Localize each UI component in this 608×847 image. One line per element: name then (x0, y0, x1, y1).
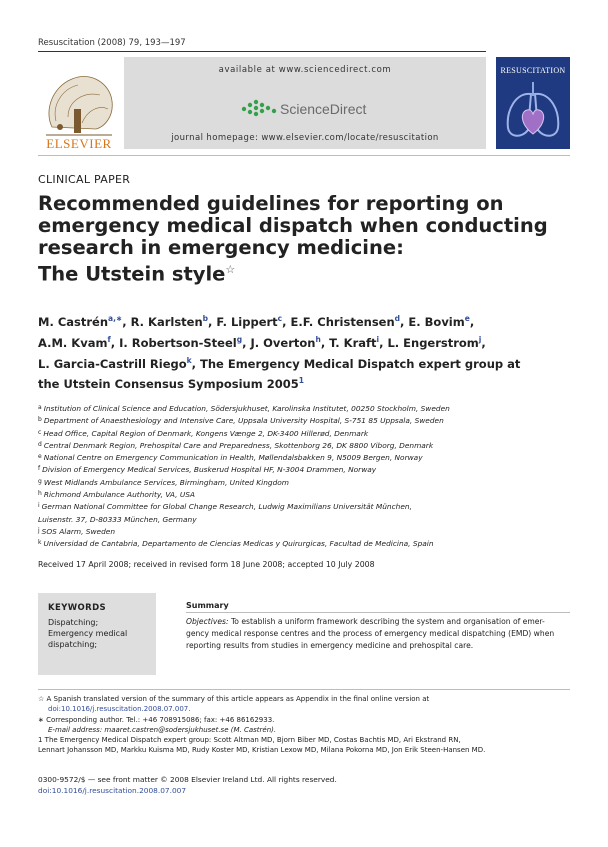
affiliation-text: German National Committee for Global Change Research, Ludwig Maximilians Universität München, (41, 502, 412, 512)
article-category: CLINICAL PAPER (38, 173, 131, 186)
availability-note[interactable]: available at www.sciencedirect.com (218, 65, 392, 75)
affiliation-marker[interactable]: g (236, 334, 243, 344)
footnotes (38, 694, 578, 756)
journal-homepage-link[interactable]: journal homepage: www.elsevier.com/locate/resuscitation (171, 133, 439, 143)
author-line (38, 310, 578, 331)
author-name: , I. Robertson-Steel (110, 335, 237, 350)
affiliation (38, 402, 578, 414)
author-name: L. Garcia-Castrill Riego (38, 356, 187, 371)
lungs-heart-icon (496, 76, 570, 148)
keywords-list (48, 617, 153, 650)
affiliation-text: Head Office, Capital Region of Denmark, Kongens Vænge 2, DK-3400 Hillerød, Denmark (43, 428, 369, 438)
affiliation-text: Universidad de Cantabria, Departamento de Ciencias Medicas y Quirurgicas, Facultad de Medicina, Spain (43, 539, 434, 549)
title-line: research in emergency medicine: (38, 236, 404, 259)
objectives-text: reporting results from studies in emergency medicine and prehospital care. (186, 641, 474, 650)
copyright-block (38, 774, 337, 796)
author-name: , E. Bovim (400, 314, 465, 329)
title-line-last (38, 259, 558, 286)
affiliation-marker[interactable]: i (376, 334, 380, 344)
affiliation (38, 513, 578, 525)
email-line[interactable]: E-mail address: maaret.castren@sodersjukhuset.se (M. Castrén). (48, 725, 277, 734)
affiliation-label: k (38, 539, 42, 547)
affiliation (38, 488, 578, 500)
header-rule (38, 51, 486, 52)
author-line (38, 372, 578, 393)
author-name: , R. Karlsten (122, 314, 203, 329)
keyword: Dispatching; (48, 618, 99, 627)
affiliation (38, 525, 578, 537)
affiliation-text: Central Denmark Region, Prehospital Care and Preparedness, Skottenborg 26, DK 8800 Viborg, Denmark (43, 440, 434, 450)
article-history-dates: Received 17 April 2008; received in revised form 18 June 2008; accepted 10 July 2008 (38, 560, 375, 569)
author-name: , F. Lippert (208, 314, 278, 329)
affiliation (38, 500, 578, 512)
affiliation-marker[interactable]: j (478, 334, 482, 344)
copyright-line: 0300-9572/$ — see front matter © 2008 Elsevier Ireland Ltd. All rights reserved. (38, 775, 337, 784)
title-line: The Utstein style (38, 262, 226, 286)
article-title (38, 193, 558, 286)
affiliation-label: c (38, 428, 42, 436)
author-name: , The Emergency Medical Dispatch expert group at (191, 356, 521, 371)
keyword: dispatching; (48, 640, 98, 649)
affiliation (38, 476, 578, 488)
title-line: emergency medical dispatch when conducting (38, 214, 548, 237)
footnote-line: Lennart Johansson MD, Markku Kuisma MD, Rudy Koster MD, Kristian Lexow MD, Milana Pokorna MD, Jon Erik Steen-Hansen MD. (38, 746, 486, 755)
author-name: , E.F. Christensen (282, 314, 395, 329)
affiliation-marker[interactable]: f (107, 334, 111, 344)
objectives-label: Objectives: (186, 617, 229, 626)
affiliation-label: b (38, 416, 42, 424)
publisher-logo-text: ELSEVIER (46, 136, 112, 151)
objectives-text: To establish a uniform framework describing the system and organisation of emer- (228, 617, 545, 626)
affiliation-text: National Centre on Emergency Communication in Health, Møllendalsbakken 9, N5009 Bergen, Norway (43, 453, 423, 463)
doi-link[interactable]: doi:10.1016/j.resuscitation.2008.07.007 (38, 786, 187, 795)
title-line: Recommended guidelines for reporting on (38, 192, 504, 215)
affiliation-text: Division of Emergency Medical Services, Buskerud Hospital HF, N-3004 Drammen, Norway (42, 465, 377, 475)
affiliation (38, 463, 578, 475)
author-name: A.M. Kvam (38, 335, 108, 350)
affiliation-label: f (38, 465, 41, 473)
author-name: , L. Engerstrom (379, 335, 479, 350)
affiliation-text: SOS Alarm, Sweden (41, 526, 116, 536)
affiliation-list (38, 402, 578, 550)
doi-link[interactable]: doi:10.1016/j.resuscitation.2008.07.007. (48, 705, 191, 714)
footnote-line: 1 The Emergency Medical Dispatch expert group: Scott Altman MD, Bjorn Biber MD, Costas Bachtis MD, Ari Ekstrand RN, (38, 736, 461, 745)
affiliation (38, 439, 578, 451)
affiliation-label: i (38, 502, 40, 510)
title-note-mark[interactable]: ☆ (225, 263, 236, 276)
affiliation (38, 451, 578, 463)
author-name: , (481, 335, 486, 350)
affiliation-marker[interactable]: b (202, 314, 209, 323)
keyword: Emergency medical (48, 629, 128, 638)
affiliation-text: Institution of Clinical Science and Education, Södersjukhuset, Karolinska Institutet, 00250 Stockholm, Sweden (43, 404, 450, 413)
objectives-text: gency medical response centres and the process of emergency medical dispatching (EMD) when (186, 629, 555, 638)
affiliation-marker[interactable]: d (394, 314, 401, 323)
affiliation-label: d (38, 440, 42, 448)
author-list (38, 310, 578, 393)
keywords-heading: KEYWORDS (48, 603, 107, 613)
author-name: , J. Overton (242, 335, 316, 350)
affiliation-text: West Midlands Ambulance Services, Birmingham, United Kingdom (43, 477, 289, 487)
sciencedirect-wordmark: ScienceDirect (280, 101, 367, 117)
summary-objectives (186, 616, 574, 652)
affiliation-marker[interactable]: a,∗ (108, 314, 123, 323)
affiliation (38, 414, 578, 426)
summary-rule (186, 612, 570, 613)
affiliation-label: j (38, 526, 40, 534)
affiliation-marker[interactable]: c (277, 314, 283, 323)
author-name: , (469, 314, 475, 329)
affiliation-text: Richmond Ambulance Authority, VA, USA (43, 490, 195, 500)
footnote-rule (38, 689, 570, 690)
affiliation-label: e (38, 453, 42, 461)
affiliation-text: Department of Anaesthesiology and Intensive Care, Uppsala University Hospital, S-751 85 Uppsala, Sweden (43, 416, 444, 426)
affiliation-marker[interactable]: 1 (298, 376, 304, 386)
header-divider (38, 155, 570, 156)
summary-heading: Summary (186, 601, 229, 610)
journal-cover-title: RESUSCITATION (500, 66, 566, 75)
author-name: the Utstein Consensus Symposium 2005 (38, 377, 299, 392)
affiliation-label: g (38, 477, 42, 485)
affiliation-marker[interactable]: k (186, 355, 192, 365)
author-line (38, 331, 578, 352)
author-line (38, 352, 578, 373)
affiliation-marker[interactable]: h (315, 334, 321, 344)
footnote-line: ☆ A Spanish translated version of the summary of this article appears as Appendix in the final online version at (38, 695, 430, 703)
affiliation (38, 537, 578, 549)
affiliation (38, 427, 578, 439)
footnote-line: ∗ Corresponding author. Tel.: +46 708915086; fax: +46 86162933. (38, 715, 275, 724)
author-name: , T. Kraft (320, 335, 377, 350)
author-name: M. Castrén (38, 314, 109, 329)
journal-citation: Resuscitation (2008) 79, 193—197 (38, 38, 186, 48)
affiliation-marker[interactable]: e (464, 314, 470, 323)
affiliation-label: h (38, 490, 42, 498)
affiliation-label: a (38, 404, 42, 411)
affiliation-text: Luisenstr. 37, D-80333 München, Germany (38, 514, 197, 524)
